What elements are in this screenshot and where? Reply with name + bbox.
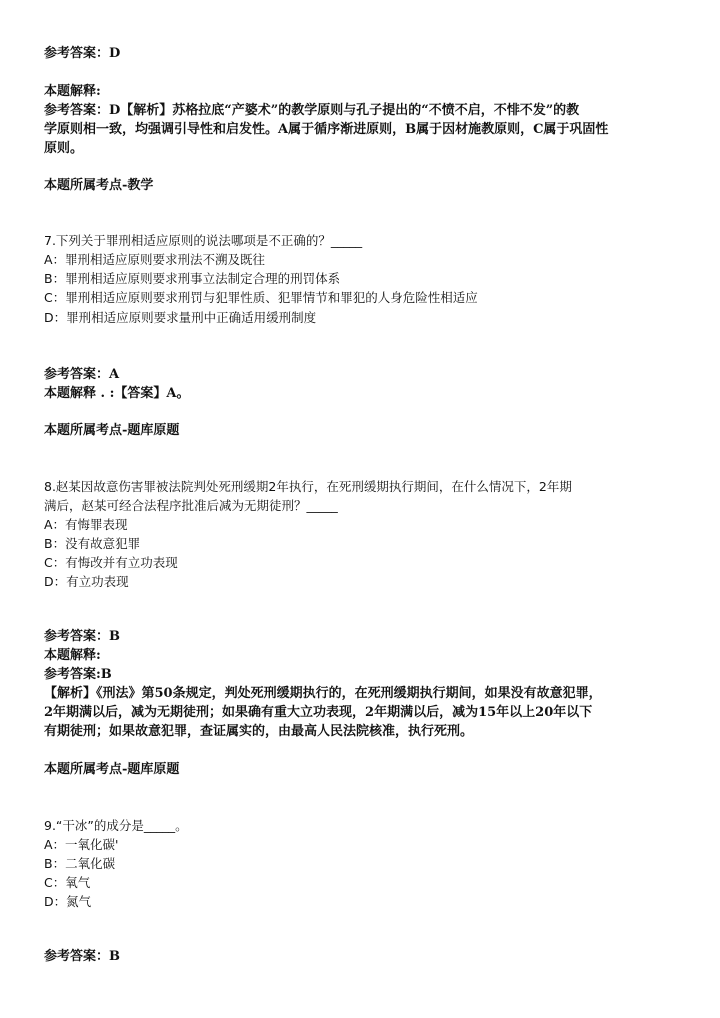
question-stem: 8.赵某因故意伤害罪被法院判处死刑缓期2年执行，在死刑缓期执行期间，在什么情况下，2年期 xyxy=(44,479,572,494)
topic-line: 本题所属考点-教学 xyxy=(44,178,154,193)
explanation-title: 本题解释: xyxy=(44,648,101,663)
option-b: B：罪刑相适应原则要求刑事立法制定合理的刑罚体系 xyxy=(44,271,341,286)
answer-line: 参考答案：B xyxy=(44,629,120,644)
option-a: A：有悔罪表现 xyxy=(44,517,128,532)
option-a: A：一氧化碳' xyxy=(44,837,119,852)
topic-line: 本题所属考点-题库原题 xyxy=(44,423,180,438)
option-c: C：罪刑相适应原则要求刑罚与犯罪性质、犯罪情节和罪犯的人身危险性相适应 xyxy=(44,290,478,305)
explanation-line: 有期徒刑；如果故意犯罪，查证属实的，由最高人民法院核准，执行死刑。 xyxy=(44,724,474,739)
question-stem: 满后，赵某可经合法程序批准后减为无期徒刑？_____ xyxy=(44,498,338,513)
question-stem: 9.“干冰”的成分是_____。 xyxy=(44,818,188,833)
question-stem: 7.下列关于罪刑相适应原则的说法哪项是不正确的？_____ xyxy=(44,233,363,248)
option-c: C：氧气 xyxy=(44,875,91,890)
explanation-line: 本题解释 . :【答案】A。 xyxy=(44,386,190,401)
option-b: B：二氧化碳 xyxy=(44,856,116,871)
topic-line: 本题所属考点-题库原题 xyxy=(44,762,180,777)
option-d: D：氮气 xyxy=(44,894,92,909)
answer-line: 参考答案:B xyxy=(44,667,112,682)
option-a: A：罪刑相适应原则要求刑法不溯及既往 xyxy=(44,252,266,267)
option-b: B：没有故意犯罪 xyxy=(44,536,141,551)
option-d: D：有立功表现 xyxy=(44,574,129,589)
explanation-line: 2年期满以后，减为无期徒刑；如果确有重大立功表现，2年期满以后，减为15年以上20年以下 xyxy=(44,705,593,720)
explanation-line: 【解析】《刑法》第50条规定，判处死刑缓期执行的，在死刑缓期执行期间，如果没有故意犯罪， xyxy=(44,686,602,701)
answer-line: 参考答案：B xyxy=(44,949,120,964)
explanation-line: 学原则相一致，均强调引导性和启发性。A属于循序渐进原则，B属于因材施教原则，C属于巩固性 xyxy=(44,122,609,137)
explanation-line: 参考答案：D【解析】苏格拉底“产婆术”的教学原则与孔子提出的“不愤不启，不悱不发”的教 xyxy=(44,103,580,118)
explanation-title: 本题解释: xyxy=(44,84,101,99)
answer-line: 参考答案：D xyxy=(44,46,121,61)
explanation-line: 原则。 xyxy=(44,141,84,156)
option-c: C：有悔改并有立功表现 xyxy=(44,555,178,570)
answer-line: 参考答案：A xyxy=(44,367,120,382)
option-d: D：罪刑相适应原则要求量刑中正确适用缓刑制度 xyxy=(44,310,317,325)
